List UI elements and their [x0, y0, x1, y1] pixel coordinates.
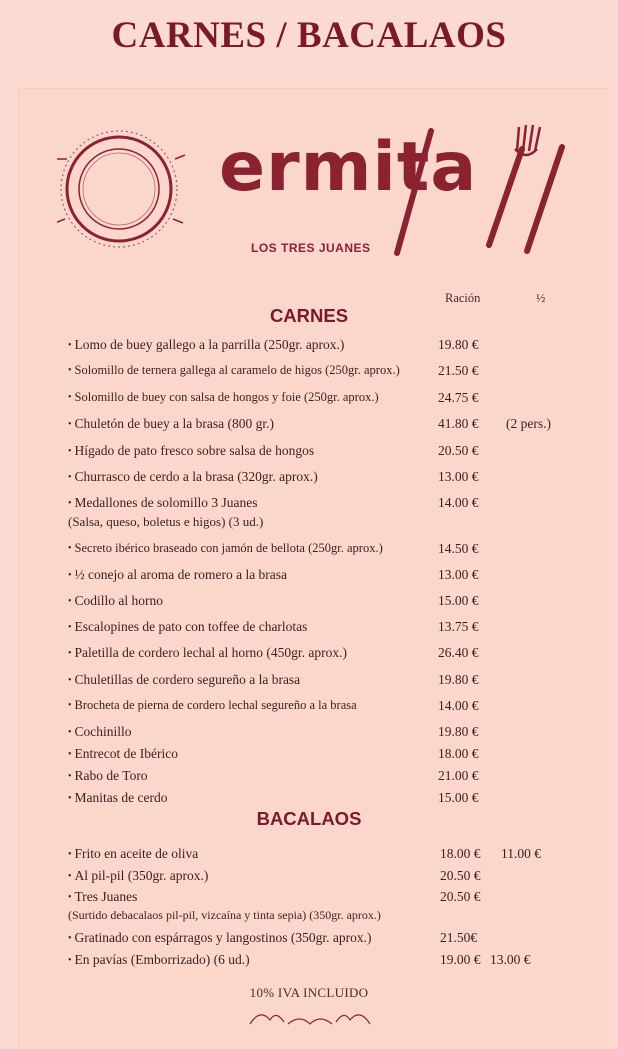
item-name: • Al pil-pil (350gr. aprox.) — [68, 868, 209, 883]
item-name: • En pavías (Emborrizado) (6 ud.) — [68, 952, 250, 967]
item-price: 13.75 € — [438, 619, 479, 634]
item-price: 20.50 € — [438, 443, 479, 458]
item-name: • Tres Juanes — [68, 889, 138, 904]
item-description: (Surtido debacalaos pil-pil, vizcaína y tinta sepia) (350gr. aprox.) — [68, 908, 381, 922]
item-name: • Escalopines de pato con toffee de charlotas — [68, 619, 308, 634]
item-price: 14.00 € — [438, 495, 479, 510]
item-name: • ½ conejo al aroma de romero a la brasa — [68, 567, 288, 582]
item-price: 18.00 € — [440, 846, 481, 861]
item-name: • Solomillo de ternera gallega al caramelo de higos (250gr. aprox.) — [68, 363, 400, 377]
item-name: • Frito en aceite de oliva — [68, 846, 199, 861]
item-price: 13.00 € — [438, 469, 479, 484]
item-half-price: (2 pers.) — [506, 416, 551, 431]
carnes-section-heading: CARNES — [269, 305, 349, 326]
item-price: 14.50 € — [438, 541, 479, 556]
item-name: • Hígado de pato fresco sobre salsa de hongos — [68, 443, 315, 458]
item-name: • Paletilla de cordero lechal al horno (450gr. aprox.) — [68, 645, 348, 660]
item-price: 19.80 € — [438, 724, 479, 739]
item-half-price: 11.00 € — [501, 846, 541, 861]
item-price: 15.00 € — [438, 790, 479, 805]
item-name: • Rabo de Toro — [68, 768, 148, 783]
item-name: • Lomo de buey gallego a la parrilla (250gr. aprox.) — [68, 337, 345, 352]
item-name: • Chuletillas de cordero segureño a la brasa — [68, 672, 301, 687]
brand-name: ermita — [219, 128, 478, 207]
item-price: 21.50 € — [438, 363, 479, 378]
item-price: 20.50 € — [440, 868, 481, 883]
item-price: 15.00 € — [438, 593, 479, 608]
ration-column-header: Ración — [445, 291, 481, 305]
item-name: • Codillo al horno — [68, 593, 164, 608]
item-price: 24.75 € — [438, 390, 479, 405]
item-price: 19.80 € — [438, 672, 479, 687]
item-name: • Cochinillo — [68, 724, 132, 739]
item-price: 26.40 € — [438, 645, 479, 660]
item-name: • Entrecot de Ibérico — [68, 746, 178, 761]
page-title: CARNES / BACALAOS — [111, 15, 507, 56]
item-description: (Salsa, queso, boletus e higos) (3 ud.) — [68, 514, 264, 529]
item-name: • Manitas de cerdo — [68, 790, 168, 805]
item-price: 21.00 € — [438, 768, 479, 783]
item-name: • Chuletón de buey a la brasa (800 gr.) — [68, 416, 274, 431]
item-price: 20.50 € — [440, 889, 481, 904]
item-price: 13.00 € — [438, 567, 479, 582]
half-column-header: ½ — [536, 291, 546, 305]
item-price: 19.80 € — [438, 337, 479, 352]
brand-subtitle: LOS TRES JUANES — [251, 241, 371, 255]
item-name: • Solomillo de buey con salsa de hongos y foie (250gr. aprox.) — [68, 390, 379, 404]
vat-included-note: 10% IVA INCLUIDO — [249, 985, 369, 1000]
item-name: • Gratinado con espárragos y langostinos (350gr. aprox.) — [68, 930, 372, 945]
bacalaos-section-heading: BACALAOS — [256, 808, 362, 829]
item-price: 14.00 € — [438, 698, 479, 713]
item-name: • Brocheta de pierna de cordero lechal segureño a la brasa — [68, 698, 357, 712]
item-name: • Secreto ibérico braseado con jamón de bellota (250gr. aprox.) — [68, 541, 383, 555]
decorative-ornament-icon — [240, 1006, 380, 1026]
item-half-price: 13.00 € — [490, 952, 531, 967]
item-name: • Churrasco de cerdo a la brasa (320gr. aprox.) — [68, 469, 318, 484]
item-price: 19.00 € — [440, 952, 481, 967]
item-name: • Medallones de solomillo 3 Juanes — [68, 495, 258, 510]
item-price: 21.50€ — [440, 930, 478, 945]
item-price: 18.00 € — [438, 746, 479, 761]
item-price: 41.80 € — [438, 416, 479, 431]
